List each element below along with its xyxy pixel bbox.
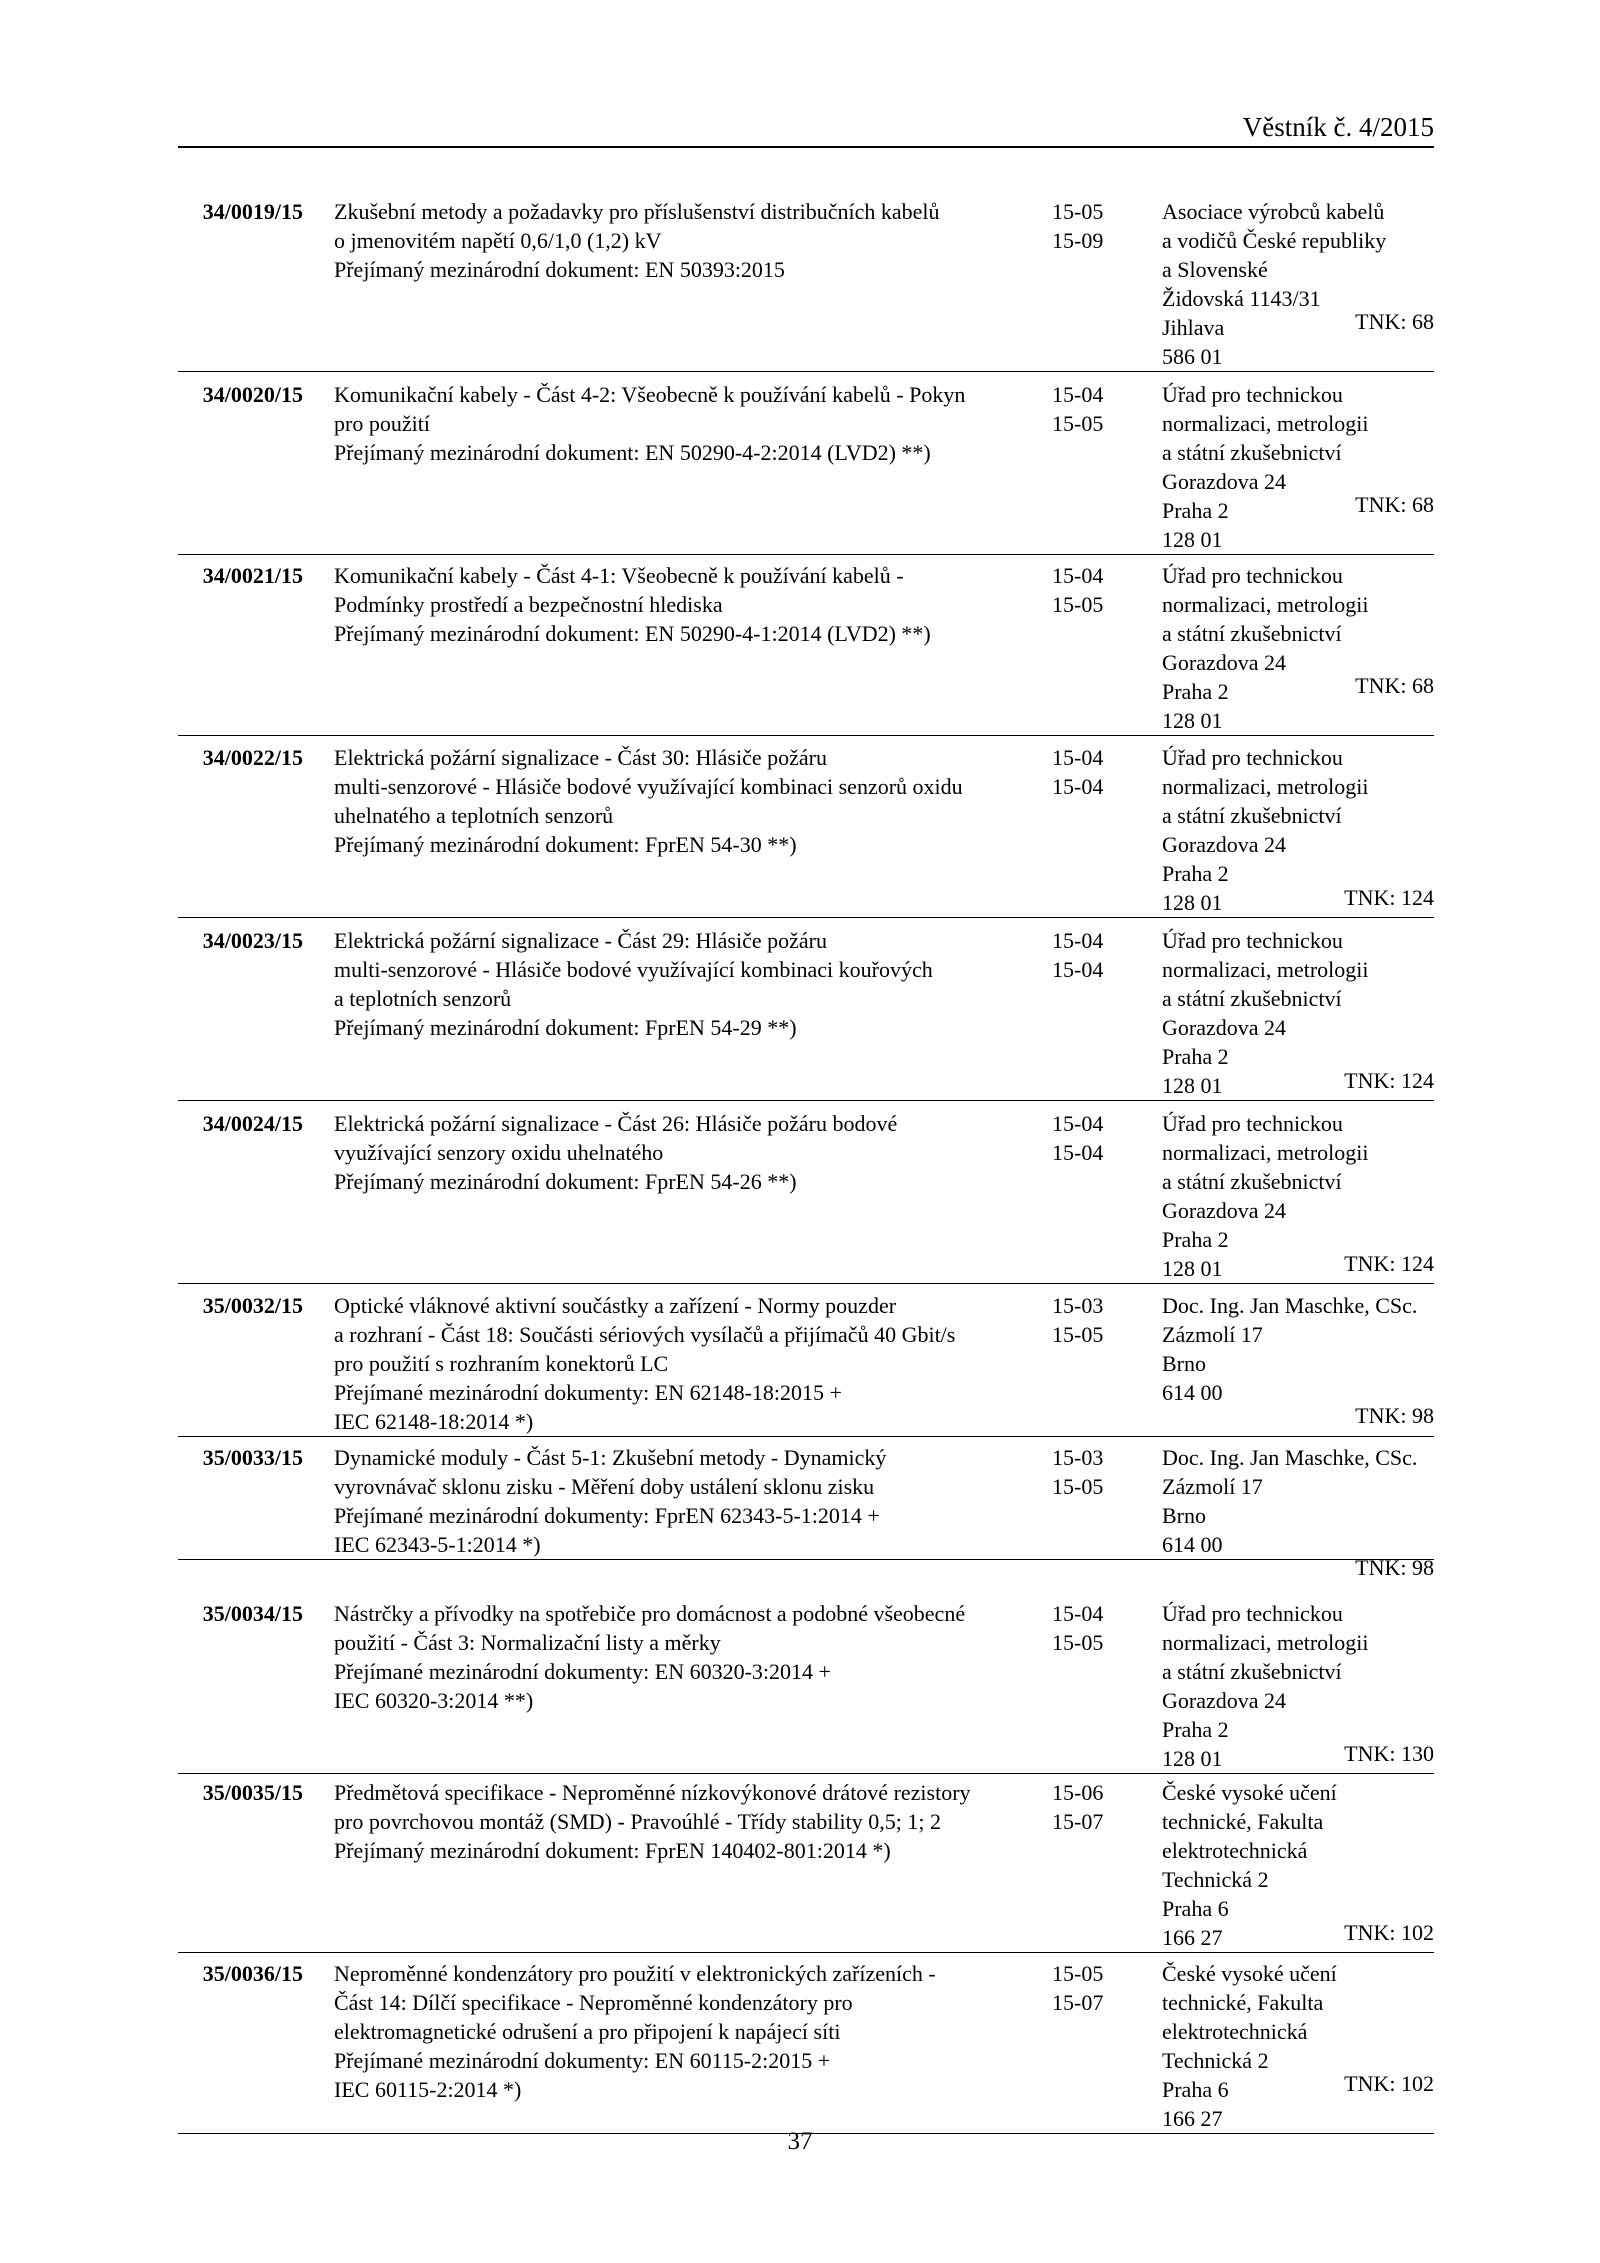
entry-number: 34/0023/15	[202, 928, 303, 953]
address-line: 614 00	[1162, 1380, 1223, 1405]
address-line: Technická 2	[1162, 1867, 1269, 1892]
address-line: Praha 2	[1162, 1717, 1229, 1742]
address-line: Praha 2	[1162, 679, 1229, 704]
date-line: 15-05	[1052, 1630, 1104, 1655]
entry-dates	[1052, 1109, 1122, 1167]
title-line: Dynamické moduly - Část 5-1: Zkušební metody - Dynamický	[334, 1445, 887, 1470]
entry-address	[1162, 197, 1434, 371]
title-line: Přejímaný mezinárodní dokument: FprEN 54-26 **)	[334, 1169, 797, 1194]
standard-entry	[178, 192, 1434, 372]
address-line: a státní zkušebnictví	[1162, 1169, 1342, 1194]
date-line: 15-09	[1052, 228, 1104, 253]
standard-entry	[178, 1594, 1434, 1774]
date-line: 15-07	[1052, 1809, 1104, 1834]
title-line: Přejímané mezinárodní dokumenty: FprEN 62343-5-1:2014 +	[334, 1503, 880, 1528]
address-line: technické, Fakulta	[1162, 1809, 1324, 1834]
date-line: 15-05	[1052, 411, 1104, 436]
address-line: 128 01	[1162, 890, 1223, 915]
entry-tnk: TNK: 124	[1344, 885, 1434, 910]
date-line: 15-03	[1052, 1445, 1104, 1470]
address-line: Brno	[1162, 1503, 1206, 1528]
address-line: České vysoké učení	[1162, 1780, 1337, 1805]
standard-entry	[178, 921, 1434, 1101]
entry-title	[334, 197, 1044, 284]
entry-address	[1162, 561, 1434, 735]
address-line: Gorazdova 24	[1162, 1015, 1287, 1040]
address-line: a státní zkušebnictví	[1162, 986, 1342, 1011]
title-line: Optické vláknové aktivní součástky a zařízení - Normy pouzder	[334, 1293, 897, 1318]
entry-title	[334, 1291, 1044, 1436]
address-line: normalizaci, metrologii	[1162, 774, 1369, 799]
address-line: Doc. Ing. Jan Maschke, CSc.	[1162, 1445, 1418, 1470]
standard-entry	[178, 738, 1434, 918]
entry-dates	[1052, 743, 1122, 801]
address-line: normalizaci, metrologii	[1162, 411, 1369, 436]
title-line: uhelnatého a teplotních senzorů	[334, 803, 614, 828]
entry-number: 34/0021/15	[202, 563, 303, 588]
title-line: vyrovnávač sklonu zisku - Měření doby ustálení sklonu zisku	[334, 1474, 875, 1499]
address-line: Asociace výrobců kabelů	[1162, 199, 1385, 224]
title-line: IEC 60320-3:2014 **)	[334, 1688, 534, 1713]
address-line: Praha 2	[1162, 498, 1229, 523]
title-line: Přejímaný mezinárodní dokument: EN 50393:2015	[334, 257, 785, 282]
entry-number: 35/0034/15	[202, 1601, 303, 1626]
entry-title	[334, 561, 1044, 648]
address-line: Gorazdova 24	[1162, 1198, 1287, 1223]
title-line: použití - Část 3: Normalizační listy a měrky	[334, 1630, 721, 1655]
address-line: Zázmolí 17	[1162, 1474, 1263, 1499]
date-line: 15-04	[1052, 774, 1104, 799]
entry-tnk: TNK: 102	[1344, 1920, 1434, 1945]
title-line: a teplotních senzorů	[334, 986, 512, 1011]
address-line: Úřad pro technickou	[1162, 1111, 1343, 1136]
entry-number: 35/0032/15	[202, 1293, 303, 1318]
date-line: 15-05	[1052, 1474, 1104, 1499]
date-line: 15-04	[1052, 928, 1104, 953]
entry-number: 34/0020/15	[202, 382, 303, 407]
title-line: multi-senzorové - Hlásiče bodové využívající kombinaci kouřových	[334, 957, 933, 982]
entry-title	[334, 926, 1044, 1042]
title-line: Předmětová specifikace - Neproměnné nízkovýkonové drátové rezistory	[334, 1780, 971, 1805]
title-line: Přejímané mezinárodní dokumenty: EN 62148-18:2015 +	[334, 1380, 842, 1405]
address-line: České vysoké učení	[1162, 1961, 1337, 1986]
entry-number: 35/0036/15	[202, 1961, 303, 1986]
address-line: Jihlava	[1162, 315, 1225, 340]
address-line: a státní zkušebnictví	[1162, 440, 1342, 465]
standard-entry	[178, 556, 1434, 736]
entry-number-cell	[178, 1291, 303, 1320]
journal-header: Věstník č. 4/2015	[1242, 112, 1434, 142]
entry-title	[334, 380, 1044, 467]
date-line: 15-05	[1052, 592, 1104, 617]
title-line: Přejímaný mezinárodní dokument: FprEN 140402-801:2014 *)	[334, 1838, 891, 1863]
entry-title	[334, 743, 1044, 859]
address-line: 586 01	[1162, 344, 1223, 369]
entry-number-cell	[178, 926, 303, 955]
address-line: normalizaci, metrologii	[1162, 957, 1369, 982]
entry-dates	[1052, 197, 1122, 255]
entry-number-cell	[178, 197, 303, 226]
address-line: 128 01	[1162, 1073, 1223, 1098]
standard-entry	[178, 375, 1434, 555]
title-line: Nástrčky a přívodky na spotřebiče pro domácnost a podobné všeobecné	[334, 1601, 966, 1626]
entry-dates	[1052, 380, 1122, 438]
header-rule	[178, 146, 1434, 148]
entry-title	[334, 1109, 1044, 1196]
title-line: o jmenovitém napětí 0,6/1,0 (1,2) kV	[334, 228, 662, 253]
entry-tnk: TNK: 68	[1355, 673, 1434, 698]
entry-dates	[1052, 1599, 1122, 1657]
address-line: normalizaci, metrologii	[1162, 592, 1369, 617]
entry-number-cell	[178, 1109, 303, 1138]
title-line: Přejímané mezinárodní dokumenty: EN 60115-2:2015 +	[334, 2048, 831, 2073]
date-line: 15-05	[1052, 1961, 1104, 1986]
address-line: Praha 6	[1162, 1896, 1229, 1921]
page-number: 37	[787, 2128, 813, 2155]
date-line: 15-05	[1052, 1322, 1104, 1347]
title-line: Přejímaný mezinárodní dokument: EN 50290-4-1:2014 (LVD2) **)	[334, 621, 931, 646]
entry-tnk: TNK: 124	[1344, 1251, 1434, 1276]
title-line: využívající senzory oxidu uhelnatého	[334, 1140, 664, 1165]
entry-number: 35/0035/15	[202, 1780, 303, 1805]
address-line: Doc. Ing. Jan Maschke, CSc.	[1162, 1293, 1418, 1318]
address-line: Úřad pro technickou	[1162, 745, 1343, 770]
address-line: normalizaci, metrologii	[1162, 1140, 1369, 1165]
title-line: Část 14: Dílčí specifikace - Neproměnné kondenzátory pro	[334, 1990, 853, 2015]
entry-title	[334, 1443, 1044, 1559]
address-line: Praha 2	[1162, 861, 1229, 886]
address-line: 128 01	[1162, 1746, 1223, 1771]
entry-tnk: TNK: 102	[1344, 2071, 1434, 2096]
title-line: Přejímané mezinárodní dokumenty: EN 60320-3:2014 +	[334, 1659, 831, 1684]
entry-number-cell	[178, 1443, 303, 1472]
entry-address	[1162, 1959, 1434, 2133]
address-line: Brno	[1162, 1351, 1206, 1376]
date-line: 15-04	[1052, 745, 1104, 770]
title-line: IEC 62343-5-1:2014 *)	[334, 1532, 541, 1557]
date-line: 15-04	[1052, 957, 1104, 982]
date-line: 15-06	[1052, 1780, 1104, 1805]
address-line: a vodičů České republiky	[1162, 228, 1387, 253]
entry-tnk: TNK: 124	[1344, 1068, 1434, 1093]
address-line: Praha 2	[1162, 1227, 1229, 1252]
entry-address	[1162, 926, 1434, 1100]
entry-address	[1162, 380, 1434, 554]
address-line: technické, Fakulta	[1162, 1990, 1324, 2015]
address-line: 128 01	[1162, 708, 1223, 733]
address-line: Židovská 1143/31	[1162, 286, 1321, 311]
entry-number: 35/0033/15	[202, 1445, 303, 1470]
address-line: Praha 6	[1162, 2077, 1229, 2102]
address-line: normalizaci, metrologii	[1162, 1630, 1369, 1655]
entry-dates	[1052, 926, 1122, 984]
title-line: elektromagnetické odrušení a pro připojení k napájecí síti	[334, 2019, 841, 2044]
entry-number: 34/0024/15	[202, 1111, 303, 1136]
date-line: 15-04	[1052, 563, 1104, 588]
entry-title	[334, 1778, 1044, 1865]
address-line: elektrotechnická	[1162, 2019, 1308, 2044]
entry-tnk: TNK: 68	[1355, 492, 1434, 517]
title-line: Elektrická požární signalizace - Část 30: Hlásiče požáru	[334, 745, 827, 770]
standard-entry	[178, 1104, 1434, 1284]
entry-title	[334, 1599, 1044, 1715]
title-line: pro povrchovou montáž (SMD) - Pravoúhlé - Třídy stability 0,5; 1; 2	[334, 1809, 941, 1834]
date-line: 15-04	[1052, 382, 1104, 407]
title-line: Přejímaný mezinárodní dokument: FprEN 54-29 **)	[334, 1015, 797, 1040]
address-line: Praha 2	[1162, 1044, 1229, 1069]
title-line: IEC 62148-18:2014 *)	[334, 1409, 534, 1434]
entry-address	[1162, 1599, 1434, 1773]
entry-number-cell	[178, 561, 303, 590]
entry-dates	[1052, 1778, 1122, 1836]
standard-entry	[178, 1286, 1434, 1437]
address-line: Gorazdova 24	[1162, 832, 1287, 857]
date-line: 15-04	[1052, 1140, 1104, 1165]
entry-address	[1162, 1109, 1434, 1283]
entry-address	[1162, 1443, 1434, 1559]
title-line: pro použití s rozhraním konektorů LC	[334, 1351, 669, 1376]
entry-tnk: TNK: 98	[1355, 1555, 1434, 1580]
title-line: multi-senzorové - Hlásiče bodové využívající kombinaci senzorů oxidu	[334, 774, 963, 799]
address-line: Gorazdova 24	[1162, 650, 1287, 675]
address-line: a Slovenské	[1162, 257, 1268, 282]
entry-dates	[1052, 1291, 1122, 1349]
title-line: Komunikační kabely - Část 4-2: Všeobecně k používání kabelů - Pokyn	[334, 382, 966, 407]
address-line: Úřad pro technickou	[1162, 563, 1343, 588]
address-line: Gorazdova 24	[1162, 1688, 1287, 1713]
title-line: Podmínky prostředí a bezpečnostní hlediska	[334, 592, 723, 617]
entry-tnk: TNK: 68	[1355, 309, 1434, 334]
entry-address	[1162, 1778, 1434, 1952]
address-line: Úřad pro technickou	[1162, 1601, 1343, 1626]
title-line: Přejímaný mezinárodní dokument: FprEN 54-30 **)	[334, 832, 797, 857]
date-line: 15-04	[1052, 1601, 1104, 1626]
address-line: Úřad pro technickou	[1162, 928, 1343, 953]
title-line: Elektrická požární signalizace - Část 26: Hlásiče požáru bodové	[334, 1111, 898, 1136]
entry-dates	[1052, 561, 1122, 619]
address-line: Úřad pro technickou	[1162, 382, 1343, 407]
entry-number: 34/0022/15	[202, 745, 303, 770]
entry-dates	[1052, 1959, 1122, 2017]
entry-number-cell	[178, 743, 303, 772]
address-line: 128 01	[1162, 527, 1223, 552]
title-line: Elektrická požární signalizace - Část 29: Hlásiče požáru	[334, 928, 827, 953]
date-line: 15-03	[1052, 1293, 1104, 1318]
standard-entry	[178, 1954, 1434, 2134]
title-line: pro použití	[334, 411, 430, 436]
address-line: a státní zkušebnictví	[1162, 1659, 1342, 1684]
entry-number-cell	[178, 1599, 303, 1628]
address-line: 166 27	[1162, 1925, 1223, 1950]
entry-tnk: TNK: 98	[1355, 1403, 1434, 1428]
address-line: 128 01	[1162, 1256, 1223, 1281]
address-line: 166 27	[1162, 2106, 1223, 2131]
entry-number-cell	[178, 1778, 303, 1807]
date-line: 15-05	[1052, 199, 1104, 224]
address-line: elektrotechnická	[1162, 1838, 1308, 1863]
title-line: Neproměnné kondenzátory pro použití v elektronických zařízeních -	[334, 1961, 936, 1986]
entry-tnk: TNK: 130	[1344, 1741, 1434, 1766]
title-line: a rozhraní - Část 18: Součásti sériových vysílačů a přijímačů 40 Gbit/s	[334, 1322, 956, 1347]
entry-number-cell	[178, 1959, 303, 1988]
address-line: Technická 2	[1162, 2048, 1269, 2073]
address-line: Zázmolí 17	[1162, 1322, 1263, 1347]
entry-address	[1162, 1291, 1434, 1407]
entry-title	[334, 1959, 1044, 2104]
entry-number-cell	[178, 380, 303, 409]
entry-address	[1162, 743, 1434, 917]
entry-dates	[1052, 1443, 1122, 1501]
title-line: Komunikační kabely - Část 4-1: Všeobecně k používání kabelů -	[334, 563, 904, 588]
address-line: 614 00	[1162, 1532, 1223, 1557]
title-line: Zkušební metody a požadavky pro příslušenství distribučních kabelů	[334, 199, 940, 224]
title-line: IEC 60115-2:2014 *)	[334, 2077, 522, 2102]
standard-entry	[178, 1438, 1434, 1580]
date-line: 15-07	[1052, 1990, 1104, 2015]
standard-entry	[178, 1773, 1434, 1953]
date-line: 15-04	[1052, 1111, 1104, 1136]
title-line: Přejímaný mezinárodní dokument: EN 50290-4-2:2014 (LVD2) **)	[334, 440, 931, 465]
address-line: Gorazdova 24	[1162, 469, 1287, 494]
address-line: a státní zkušebnictví	[1162, 621, 1342, 646]
entry-number: 34/0019/15	[202, 199, 303, 224]
address-line: a státní zkušebnictví	[1162, 803, 1342, 828]
